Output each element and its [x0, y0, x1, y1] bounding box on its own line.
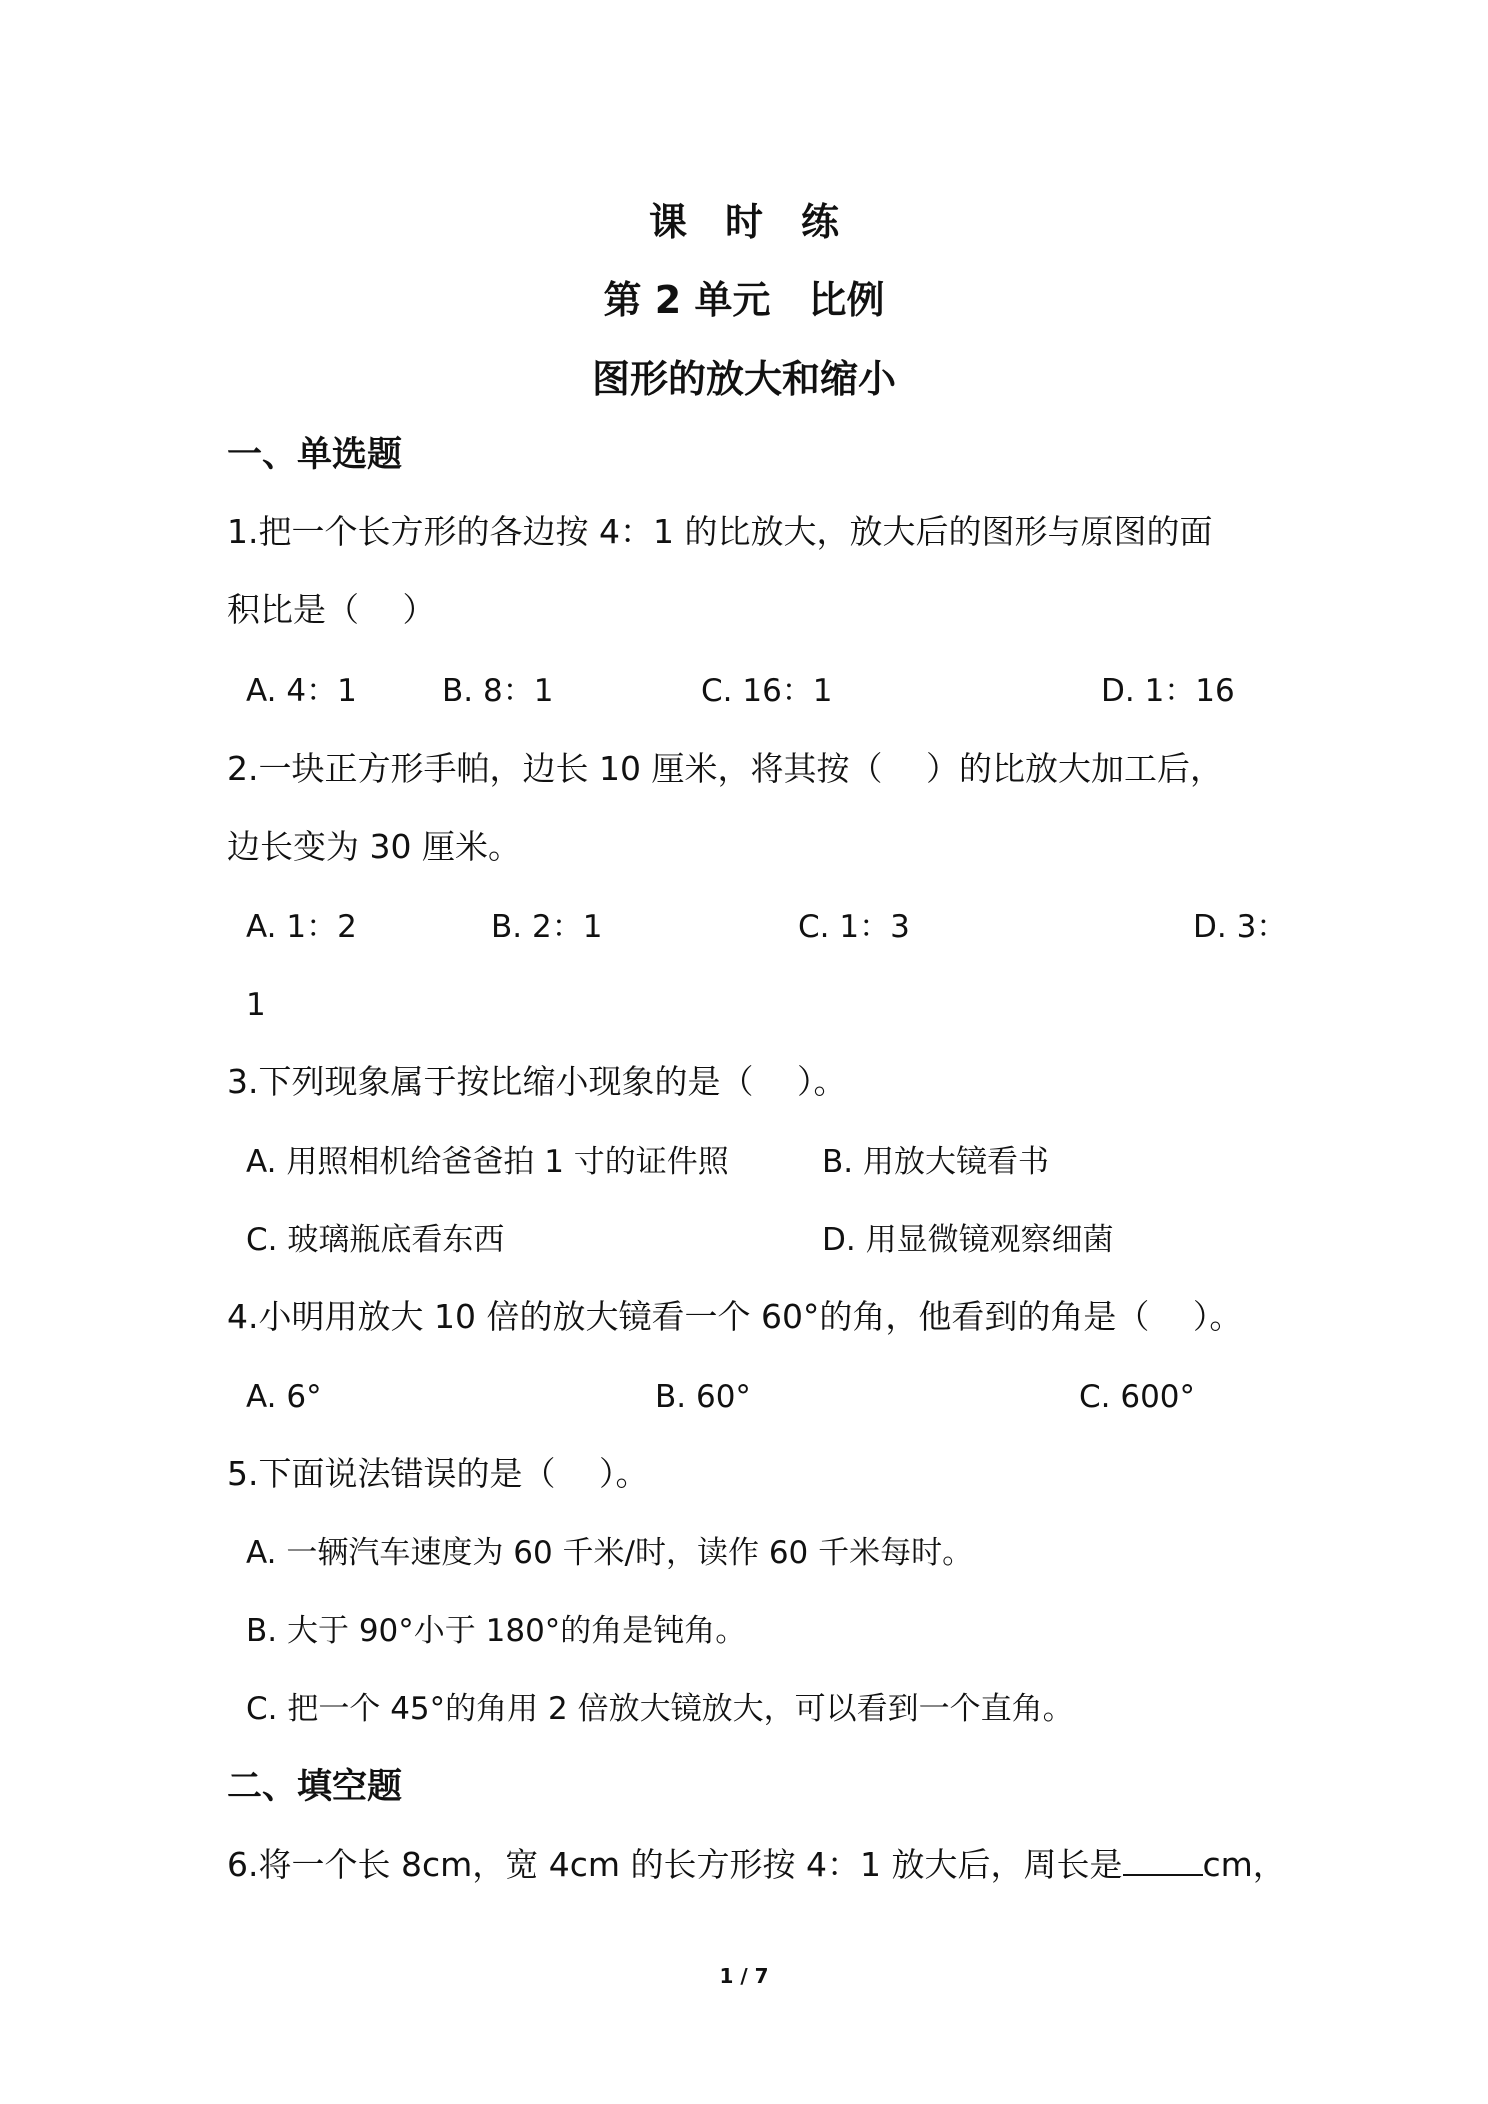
section-single-choice: 一、单选题 — [227, 435, 403, 475]
q2-option-b: B. 2：1 — [491, 909, 603, 945]
q2-option-d-wrap: 1 — [246, 987, 266, 1023]
q5-option-c: C. 把一个 45°的角用 2 倍放大镜放大，可以看到一个直角。 — [246, 1691, 1074, 1727]
q2-option-a: A. 1：2 — [246, 909, 357, 945]
q1-option-c: C. 16：1 — [701, 673, 833, 709]
lesson-title: 图形的放大和缩小 — [591, 357, 896, 401]
question-1-line-1: 1.把一个长方形的各边按 4：1 的比放大，放大后的图形与原图的面 — [227, 512, 1213, 551]
question-6-line-1 — [227, 1843, 1286, 1887]
question-6-text: 6.将一个长 8cm，宽 4cm 的长方形按 4：1 放大后，周长是 — [227, 1845, 1123, 1884]
q4-option-b: B. 60° — [655, 1379, 751, 1415]
doc-title: 课 时 练 — [648, 200, 839, 244]
question-3-line-1: 3.下列现象属于按比缩小现象的是（ ）。 — [227, 1062, 847, 1101]
q1-option-b: B. 8：1 — [442, 673, 554, 709]
question-5-line-1: 5.下面说法错误的是（ ）。 — [227, 1454, 649, 1493]
q5-option-b: B. 大于 90°小于 180°的角是钝角。 — [246, 1613, 747, 1649]
question-4-line-1: 4.小明用放大 10 倍的放大镜看一个 60°的角，他看到的角是（ ）。 — [227, 1297, 1243, 1336]
q4-option-a: A. 6° — [246, 1379, 322, 1415]
section-fill-blank: 二、填空题 — [227, 1767, 403, 1807]
question-2-line-2: 边长变为 30 厘米。 — [227, 827, 521, 866]
question-2-line-1: 2.一块正方形手帕，边长 10 厘米，将其按（ ）的比放大加工后， — [227, 749, 1223, 788]
unit-title: 第 2 单元 比例 — [603, 278, 885, 322]
q3-option-a: A. 用照相机给爸爸拍 1 寸的证件照 — [246, 1144, 729, 1180]
q2-option-c: C. 1：3 — [798, 909, 910, 945]
q2-option-d: D. 3： — [1193, 909, 1288, 945]
page-number: 1 / 7 — [719, 1964, 769, 1988]
q1-option-d: D. 1：16 — [1101, 673, 1235, 709]
q3-option-d: D. 用显微镜观察细菌 — [822, 1222, 1114, 1258]
q5-option-a: A. 一辆汽车速度为 60 千米/时，读作 60 千米每时。 — [246, 1535, 974, 1571]
question-1-line-2: 积比是（ ） — [227, 590, 436, 629]
q3-option-b: B. 用放大镜看书 — [822, 1144, 1049, 1180]
q4-option-c: C. 600° — [1079, 1379, 1196, 1415]
question-6-unit: cm， — [1202, 1845, 1286, 1884]
q1-option-a: A. 4：1 — [246, 673, 357, 709]
q3-option-c: C. 玻璃瓶底看东西 — [246, 1222, 505, 1258]
answer-blank[interactable] — [1123, 1846, 1203, 1876]
